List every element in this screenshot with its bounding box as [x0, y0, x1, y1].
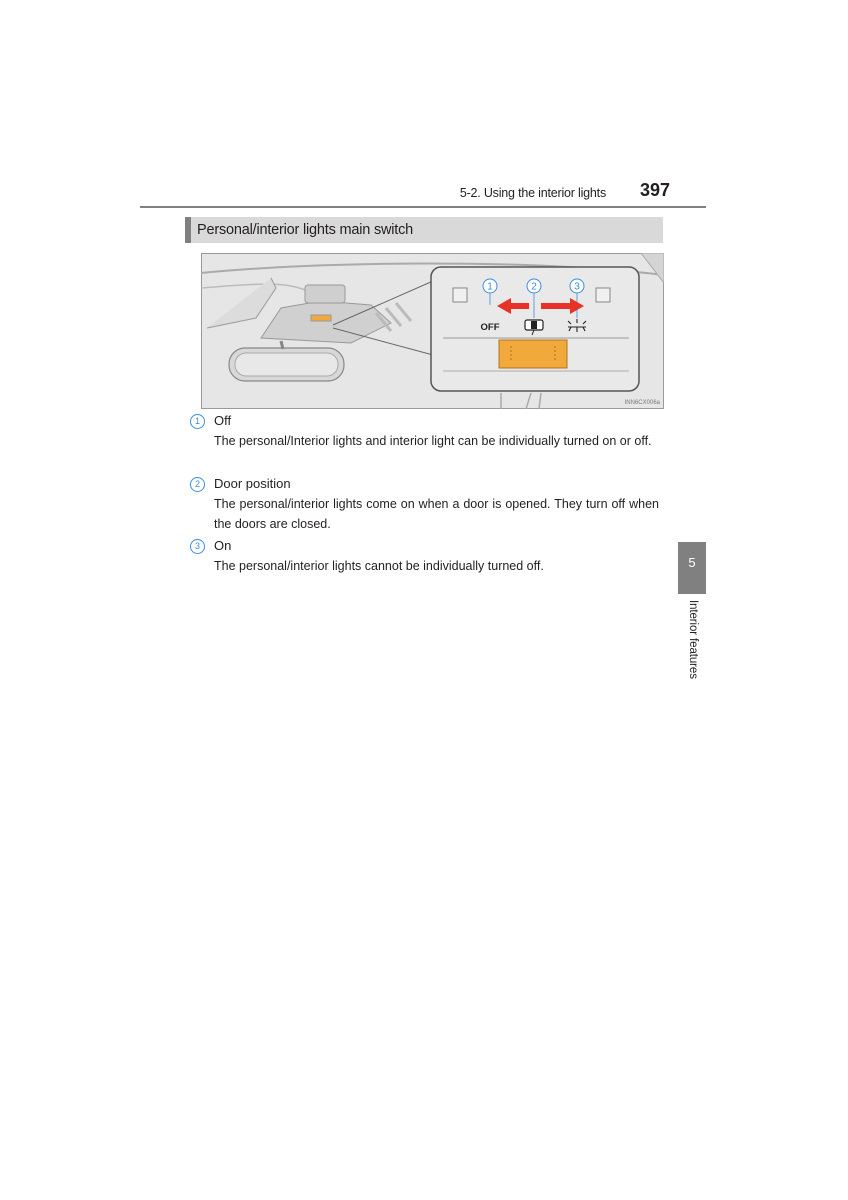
- chapter-number: 5: [688, 555, 696, 570]
- callout-1-label: 1: [487, 281, 493, 293]
- chapter-tab: [678, 542, 706, 594]
- page-number: 397: [639, 180, 670, 200]
- callout-2-label: 2: [531, 281, 537, 293]
- illustration-svg: [201, 253, 664, 409]
- page-header: [140, 178, 706, 206]
- item-number-badge: 1: [190, 414, 205, 429]
- callout-3-label: 3: [574, 281, 580, 293]
- item-description: The personal/interior lights cannot be individually turned off.: [214, 559, 544, 573]
- section-heading-bar: [185, 217, 663, 243]
- section-title: Personal/interior lights main switch: [197, 222, 414, 238]
- switch-off-label: OFF: [480, 322, 500, 333]
- item-description: The personal/interior lights come on when a door is opened. They turn off when the doors are closed.: [214, 497, 659, 531]
- item-title: On: [214, 538, 232, 553]
- figure-id: INN6CX006a: [624, 400, 660, 406]
- item-title: Door position: [214, 476, 291, 491]
- header-rule: [140, 206, 706, 208]
- overhead-console-illustration: [201, 253, 664, 409]
- item-number-badge: 3: [190, 539, 205, 554]
- header-section-title: 5-2. Using the interior lights: [459, 186, 606, 200]
- item-description: The personal/Interior lights and interior light can be individually turned on or off.: [214, 434, 652, 448]
- chapter-title-vertical: Interior features: [687, 600, 699, 679]
- item-number-badge: 2: [190, 477, 205, 492]
- item-title: Off: [214, 413, 232, 428]
